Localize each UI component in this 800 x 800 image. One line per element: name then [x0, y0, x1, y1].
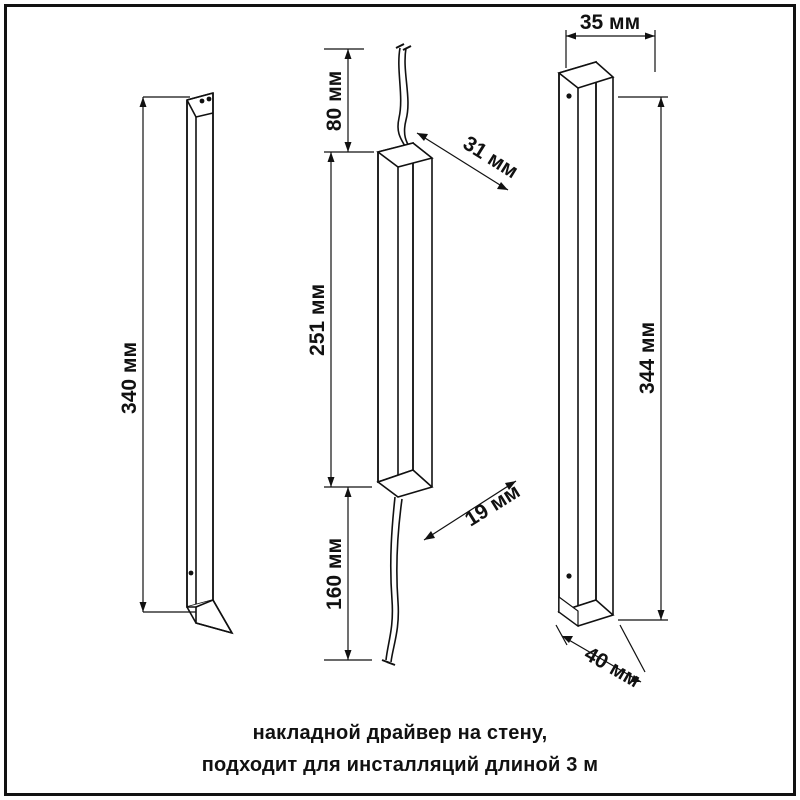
- left-profile-view: [187, 93, 232, 633]
- dim-right-40: 40 мм: [580, 642, 645, 693]
- dim-right-35: 35 мм: [579, 11, 641, 34]
- dim-middle-251: 251 мм: [306, 284, 329, 356]
- right-front-view: [559, 62, 613, 626]
- right-dimension-35: [566, 30, 655, 72]
- caption-line-1: накладной драйвер на стену,: [252, 722, 548, 744]
- dim-left-340: 340 мм: [118, 342, 141, 414]
- dim-middle-31: 31 мм: [458, 131, 523, 184]
- dim-middle-160: 160 мм: [323, 538, 346, 610]
- caption-line-2: подходит для инсталляций длиной 3 м: [201, 754, 599, 776]
- dim-middle-19: 19 мм: [460, 479, 525, 532]
- dim-middle-80: 80 мм: [323, 70, 346, 132]
- dim-right-344: 344 мм: [636, 322, 659, 394]
